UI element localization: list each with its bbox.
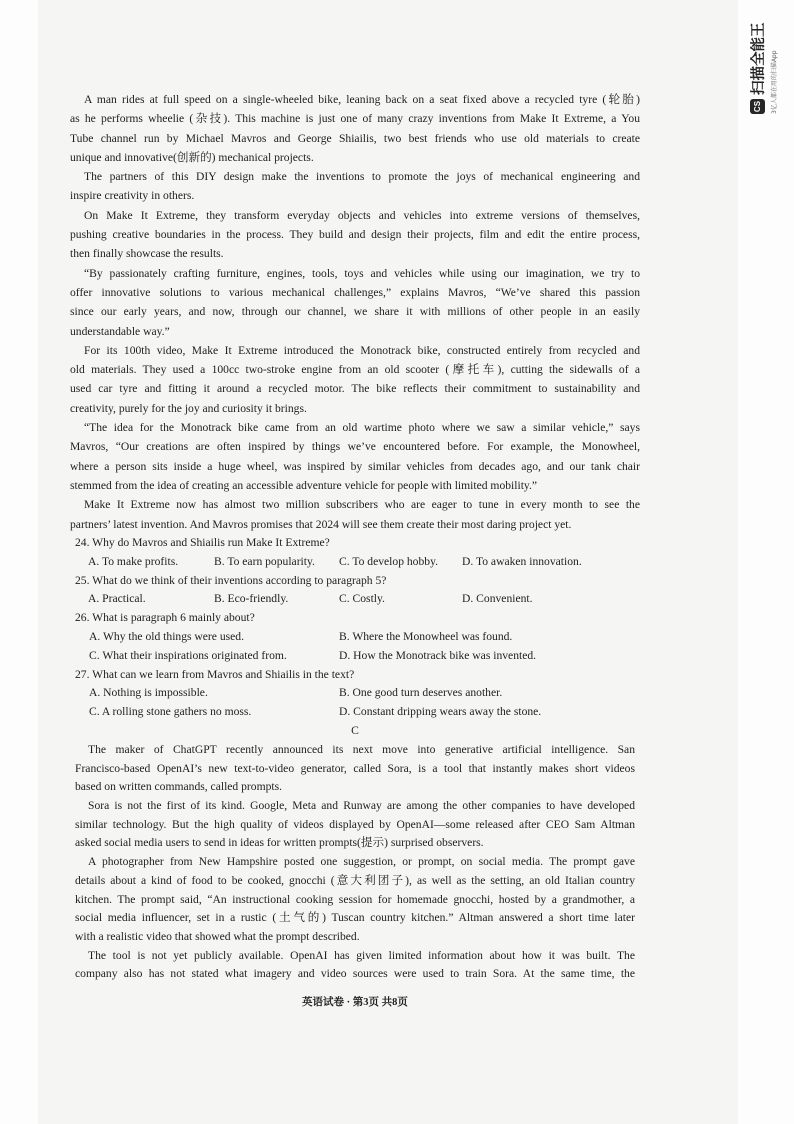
reading-passage-c xyxy=(75,741,635,984)
option-b: B. One good turn deserves another. xyxy=(339,686,503,700)
text-line: stemmed from the idea of creating an accessible adventure vehicle for people with limited mobility.” xyxy=(70,478,538,492)
text-line: then finally showcase the results. xyxy=(70,247,224,261)
option-a: A. Why the old things were used. xyxy=(89,629,244,643)
paragraph xyxy=(75,947,635,984)
text-line: Mavros, “Our creations are often inspired by things we’ve encountered before. For example, the Monowheel, xyxy=(70,440,640,454)
option-d: D. Constant dripping wears away the stone. xyxy=(339,705,542,719)
question-stem: 24. Why do Mavros and Shiailis run Make It Extreme? xyxy=(75,536,330,549)
text-line: social media influencer, set in a rustic (土气的) Tuscan country kitchen.” Altman answered a short time later xyxy=(75,911,635,925)
paragraph xyxy=(75,741,635,797)
option-a: A. Nothing is impossible. xyxy=(89,686,208,700)
text-line: A man rides at full speed on a single-wheeled bike, leaning back on a seat fixed above a recycled tyre (轮胎) xyxy=(84,93,640,106)
text-line: Francisco-based OpenAI’s new text-to-video generator, called Sora, is a tool that instantly makes short videos xyxy=(75,761,635,775)
option-b: B. Where the Monowheel was found. xyxy=(339,629,513,643)
reading-passage xyxy=(70,90,640,534)
text-line: For its 100th video, Make It Extreme introduced the Monotrack bike, constructed entirely from recycled and xyxy=(84,343,640,357)
text-line: based on written commands, called prompts. xyxy=(75,780,283,794)
text-line: inspire creativity in others. xyxy=(70,189,195,203)
paragraph xyxy=(70,90,640,167)
scanner-logo xyxy=(747,12,783,114)
text-line: unique and innovative(创新的) mechanical projects. xyxy=(70,150,314,164)
text-line: kitchen. The prompt said, “An instructional cooking session for homemade gnocchi, hosted by a grandmother, a xyxy=(75,892,635,906)
text-line: where a person sits inside a huge wheel, was inspired by similar vehicles from decades ago, and our tank chair xyxy=(70,459,640,473)
option-a: A. To make profits. xyxy=(88,554,179,568)
option-a: A. Practical. xyxy=(88,592,146,606)
text-line: partners’ latest invention. And Mavros promises that 2024 will see them create their most daring project yet. xyxy=(70,517,572,531)
option-d: D. How the Monotrack bike was invented. xyxy=(339,648,537,662)
question-stem: 26. What is paragraph 6 mainly about? xyxy=(75,611,255,625)
text-line: with a realistic video that showed what the prompt described. xyxy=(75,929,360,943)
text-line: “The idea for the Monotrack bike came from an old wartime photo where we saw a similar vehicle,” says xyxy=(84,421,640,435)
text-line: offer innovative solutions to various mechanical challenges,” explains Mavros, “We’ve shared this passion xyxy=(70,285,640,299)
options-row xyxy=(75,590,640,609)
option-d: D. To awaken innovation. xyxy=(462,554,582,568)
text-line: Sora is not the first of its kind. Google, Meta and Runway are among the other companies to have developed xyxy=(88,799,635,813)
section-heading: C xyxy=(351,724,359,737)
text-line: A photographer from New Hampshire posted one suggestion, or prompt, on social media. The prompt gave xyxy=(88,855,635,869)
page-footer: 英语试卷 · 第3页 共8页 xyxy=(302,997,408,1008)
text-line: similar technology. But the high quality of videos displayed by OpenAI—some released after CEO Sam Altman xyxy=(75,817,635,831)
paragraph xyxy=(75,797,635,853)
option-d: D. Convenient. xyxy=(462,592,533,606)
text-line: asked social media users to send in ideas for written prompts(提示) surprised observers. xyxy=(75,836,484,850)
question-stem: 27. What can we learn from Mavros and Shiailis in the text? xyxy=(75,667,355,681)
paragraph xyxy=(70,167,640,206)
options-row xyxy=(75,553,640,572)
text-line: understandable way.” xyxy=(70,324,170,338)
question-list xyxy=(75,534,640,722)
paragraph xyxy=(70,495,640,534)
option-c: C. What their inspirations originated from. xyxy=(89,648,287,662)
options-row xyxy=(75,628,640,647)
text-line: company also has not stated what imagery and video sources were used to train Sora. At the same time, the xyxy=(75,967,635,981)
text-line: Make It Extreme now has almost two million subscribers who are eager to tune in every month to see the xyxy=(84,498,640,512)
option-c: C. Costly. xyxy=(339,592,385,606)
text-line: pushing creative boundaries in the process. They build and design their projects, film and edit the entire process, xyxy=(70,228,640,242)
paragraph xyxy=(75,853,635,946)
paragraph xyxy=(70,418,640,495)
text-line: old materials. They used a 100cc two-stroke engine from an old scooter (摩托车), cutting the sidewalls of a xyxy=(70,363,640,377)
paragraph xyxy=(70,264,640,341)
text-line: On Make It Extreme, they transform everyday objects and vehicles into extreme versions of themselves, xyxy=(84,208,640,222)
option-b: B. To earn popularity. xyxy=(214,554,315,568)
text-line: “By passionately crafting furniture, engines, tools, toys and vehicles while using our imagination, we try to xyxy=(84,266,640,280)
paragraph xyxy=(70,341,640,418)
options-row xyxy=(75,684,640,703)
logo-brand: 扫描全能王 xyxy=(750,22,767,95)
text-line: details about a kind of food to be cooked, gnocchi (意大利团子), as well as the setting, an old Italian country xyxy=(75,873,635,887)
option-b: B. Eco-friendly. xyxy=(214,592,289,606)
text-line: as he performs wheelie (杂技). This machine is just one of many crazy inventions from Make It Extreme, a You xyxy=(70,112,640,126)
options-row xyxy=(75,647,640,666)
options-row xyxy=(75,703,640,722)
text-line: used car tyre and fitting it around a recycled motor. The bike reflects their commitment to sustainability and xyxy=(70,382,640,396)
logo-tagline: 3亿人都在用的扫描App xyxy=(771,50,778,114)
text-line: Tube channel run by Michael Mavros and George Shiailis, two best friends who use old materials to create xyxy=(70,131,640,145)
text-line: The tool is not yet publicly available. OpenAI has given limited information about how it was built. The xyxy=(88,948,635,962)
question-stem: 25. What do we think of their inventions according to paragraph 5? xyxy=(75,573,387,587)
text-line: since our early years, and now, through our channel, we share it with millions of other people in an easily xyxy=(70,305,640,319)
text-line: The partners of this DIY design make the inventions to promote the joys of mechanical engineering and xyxy=(84,170,640,184)
cs-badge-icon: CS xyxy=(750,99,765,114)
paragraph xyxy=(70,206,640,264)
text-line: The maker of ChatGPT recently announced its next move into generative artificial intelligence. San xyxy=(88,743,635,756)
option-c: C. To develop hobby. xyxy=(339,554,439,568)
option-c: C. A rolling stone gathers no moss. xyxy=(89,705,252,719)
text-line: creativity, purely for the joy and curiosity it brings. xyxy=(70,401,307,415)
logo-row xyxy=(747,12,767,114)
